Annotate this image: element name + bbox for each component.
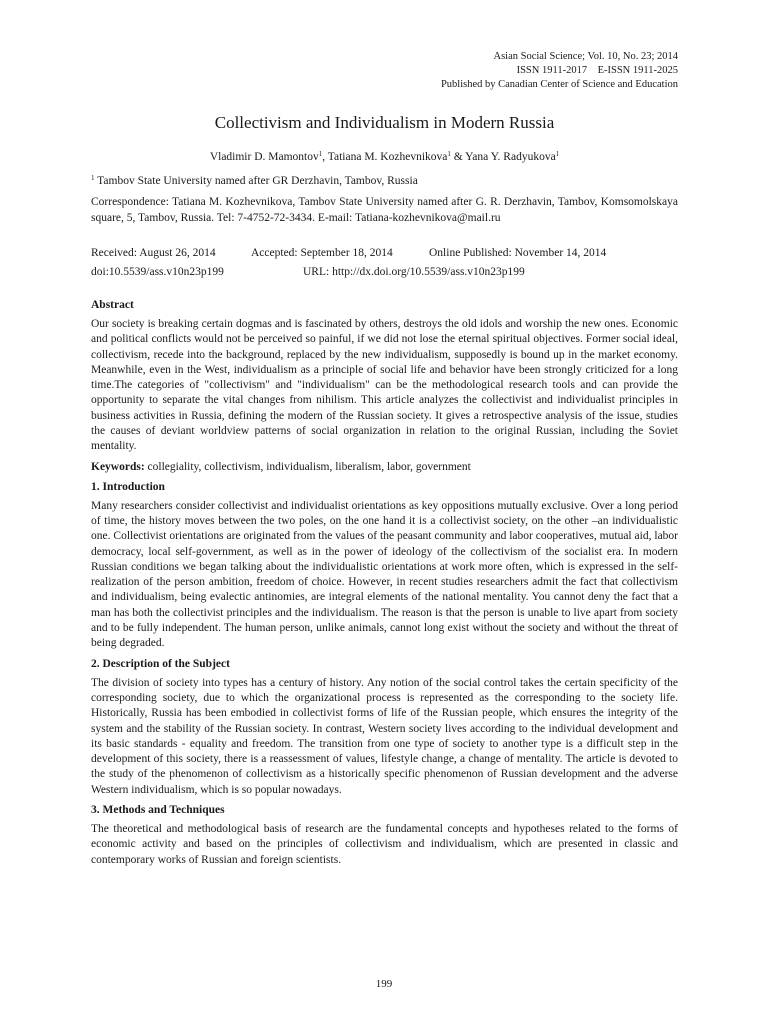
paper-page bbox=[91, 50, 678, 868]
affiliation-mark: 1 bbox=[91, 174, 95, 182]
published-date: Online Published: November 14, 2014 bbox=[429, 247, 607, 259]
author-name: Yana Y. Radyukova bbox=[465, 151, 556, 163]
author-separator: & bbox=[450, 151, 466, 163]
abstract-text: Our society is breaking certain dogmas and is fascinated by others, destroys the old idols and worship the new ones. Economic and political conflicts would not be perceived so painful, if we did not lose the eternal spiritual objectives. Former social ideal, collectivism, recede into the background, replaced by the new individualism, supposedly is bound up in the market economy. Meanwhile, even in the West, individualism as a principle of social life and behavior have been strongly criticized for a long time.The categories of "collectivism" and "individualism" can be the methodological research tools and can provide the opportunity to separate the vital changes from nihilism. This article analyzes the collectivist and individualist principles in business activities in Russia, defining the modern of the Russian society. It gives a retrospective analysis of the issue, studies the causes of deviant worldview patterns of social organization in relation to the original Russian, including the Soviet mentality. bbox=[91, 318, 678, 453]
received-date: Received: August 26, 2014 bbox=[91, 247, 216, 259]
section-text-introduction: Many researchers consider collectivist and individualist orientations as key oppositions mutually exclusive. Over a long period of time, the history moves between the two poles, on the one hand it is a collectivist society, on the other –an individualistic one. Collectivist orientations are originated from the values of the peasant community and labor cooperatives, mutual aid, labor democracy, local self-government, as well as in the power of ideology of the collectivism of the socialist era. In modern Russian conditions we began talking about the individualistic orientations at work more often, which is expressed in the self-realization of the person ambition, freedom of choice. However, in recent studies researchers admit the fact that collectivism and individualism, being evalectic antinomies, are integral elements of the national mentality. You cannot deny the fact that a man has both the collectivist principles and the individualism. The reason is that the person is unable to live apart from society and to be fully independent. The human person, unlike animals, cannot long exist without the society and without the threat of being degraded. bbox=[91, 499, 678, 650]
keywords-text: collegiality, collectivism, individualism, liberalism, labor, government bbox=[144, 460, 471, 473]
issn-line: ISSN 1911-2017 E-ISSN 1911-2025 bbox=[516, 65, 678, 76]
keywords-label: Keywords: bbox=[91, 460, 145, 473]
author-name: Vladimir D. Mamontov bbox=[209, 151, 319, 163]
section-text-description: The division of society into types has a century of history. Any notion of the social control takes the certain specificity of the corresponding society, due to which the organizational process is represented as the corresponding to the society life. Historically, Russia has been embodied in collectivist forms of life of the Russian people, which ensures the integrity of the system and the stability of the Russian society. In contrast, Western society lives according to the individual development and its basic standards - equality and freedom. The transition from one type of society to another type is a difficult step in the development of this society, there is a reassessment of values, lifestyle change, a change of mentality. The article is devoted to the study of the phenomenon of collectivism as a historically specific phenomenon of Russian development and the adverse Western individualism, which is so popular nowadays. bbox=[91, 676, 678, 796]
author-affiliation-mark: 1 bbox=[318, 150, 323, 158]
author-separator: , bbox=[322, 151, 328, 163]
author-list bbox=[91, 147, 678, 165]
journal-line: Asian Social Science; Vol. 10, No. 23; 2014 bbox=[493, 51, 678, 62]
correspondence: Correspondence: Tatiana M. Kozhevnikova, Tambov State University named after G. R. Derzhavin, Tambov, Komsomolskaya square, 5, Tambov, Russia. Tel: 7-4752-72-3434. E-mail: Tatiana-kozhevnikova@mail.ru bbox=[91, 196, 678, 224]
section-heading-description: 2. Description of the Subject bbox=[91, 657, 230, 670]
publication-dates bbox=[91, 244, 678, 282]
keywords bbox=[91, 460, 678, 475]
author-affiliation-mark: 1 bbox=[555, 150, 560, 158]
section-heading-introduction: 1. Introduction bbox=[91, 480, 165, 493]
section-heading-methods: 3. Methods and Techniques bbox=[91, 804, 225, 817]
affiliation bbox=[91, 171, 678, 189]
affiliation-text: Tambov State University named after GR Derzhavin, Tambov, Russia bbox=[94, 175, 418, 187]
section-text-methods: The theoretical and methodological basis of research are the fundamental concepts and hypotheses related to the forms of economic activity and based on the principles of collectivism and individualism, which are presented in classic and contemporary works of Russian and foreign scientists. bbox=[91, 823, 678, 866]
doi-url[interactable]: URL: http://dx.doi.org/10.5539/ass.v10n23p199 bbox=[303, 266, 525, 278]
abstract-heading: Abstract bbox=[91, 299, 134, 311]
publisher-line: Published by Canadian Center of Science and Education bbox=[440, 79, 678, 90]
paper-title: Collectivism and Individualism in Modern Russia bbox=[214, 113, 555, 132]
journal-header bbox=[91, 50, 678, 92]
author-name: Tatiana M. Kozhevnikova bbox=[327, 151, 448, 163]
author-affiliation-mark: 1 bbox=[447, 150, 451, 158]
doi: doi:10.5539/ass.v10n23p199 bbox=[91, 266, 224, 278]
page-number: 199 bbox=[375, 978, 393, 990]
accepted-date: Accepted: September 18, 2014 bbox=[251, 247, 393, 259]
